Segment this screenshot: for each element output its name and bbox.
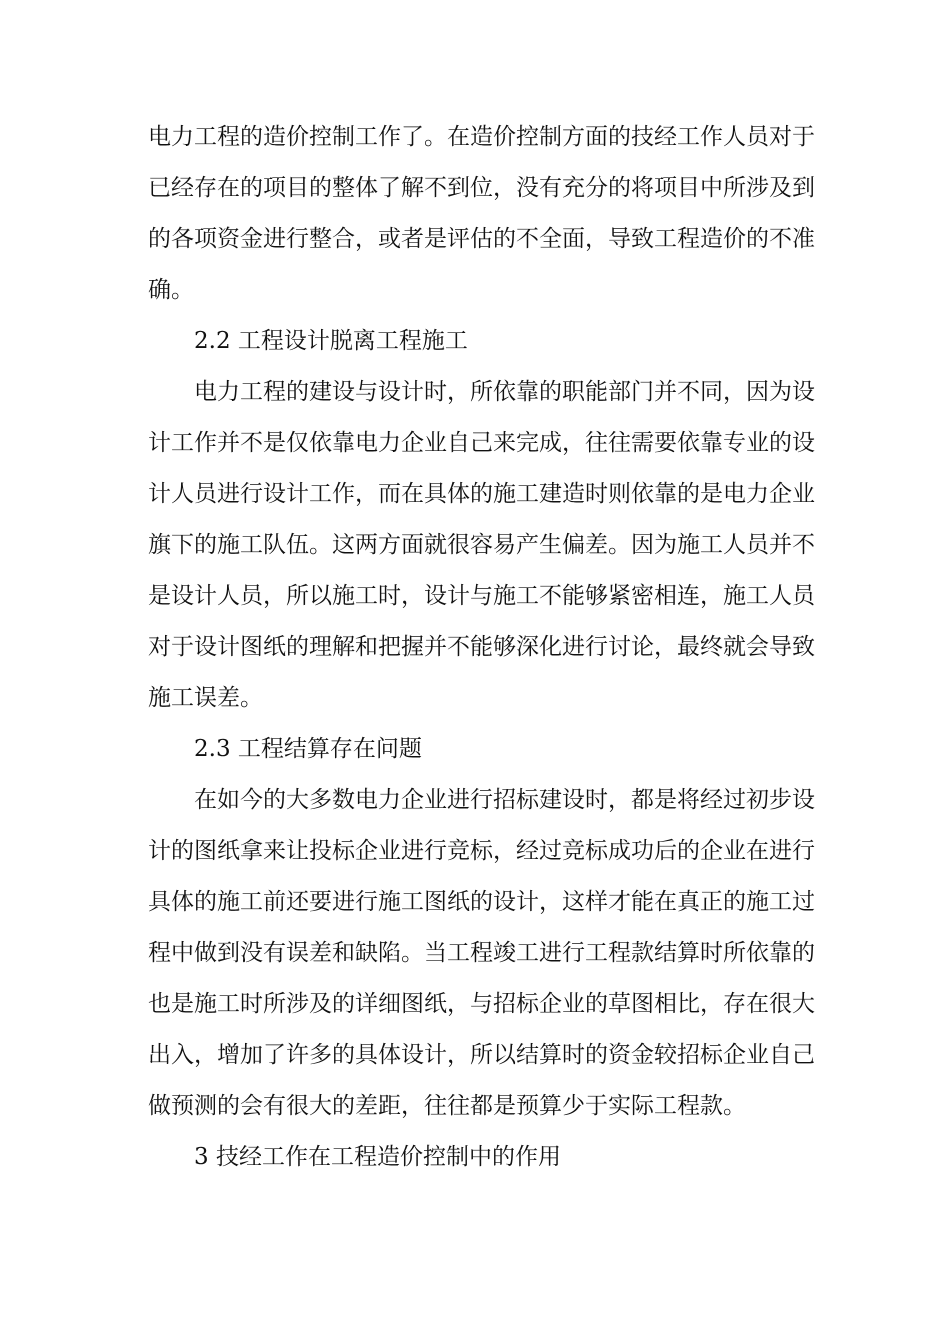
text-line: 对于设计图纸的理解和把握并不能够深化进行讨论，最终就会导致 xyxy=(148,634,815,660)
paragraph xyxy=(148,367,815,724)
text-line: 已经存在的项目的整体了解不到位，没有充分的将项目中所涉及到 xyxy=(148,175,815,201)
paragraph xyxy=(148,775,815,1132)
text-line: 计的图纸拿来让投标企业进行竞标，经过竞标成功后的企业在进行 xyxy=(148,838,815,864)
text-line: 也是施工时所涉及的详细图纸，与招标企业的草图相比，存在很大 xyxy=(148,991,815,1017)
text-line: 具体的施工前还要进行施工图纸的设计，这样才能在真正的施工过 xyxy=(148,889,815,915)
text-line: 程中做到没有误差和缺陷。当工程竣工进行工程款结算时所依靠的 xyxy=(148,940,815,966)
text-line: 做预测的会有很大的差距，往往都是预算少于实际工程款。 xyxy=(148,1093,746,1119)
paragraph xyxy=(148,112,815,316)
document-page xyxy=(148,112,815,1183)
text-line: 确。 xyxy=(148,277,194,303)
text-line: 电力工程的造价控制工作了。在造价控制方面的技经工作人员对于 xyxy=(148,124,815,150)
text-line: 是设计人员，所以施工时，设计与施工不能够紧密相连，施工人员 xyxy=(148,583,815,609)
text-line: 出入，增加了许多的具体设计，所以结算时的资金较招标企业自己 xyxy=(148,1042,815,1068)
section-heading: 2.2 工程设计脱离工程施工 xyxy=(194,328,468,354)
section-heading: 3 技经工作在工程造价控制中的作用 xyxy=(194,1144,561,1170)
text-line: 的各项资金进行整合，或者是评估的不全面，导致工程造价的不准 xyxy=(148,226,815,252)
section-heading: 2.3 工程结算存在问题 xyxy=(194,736,422,762)
text-line: 电力工程的建设与设计时，所依靠的职能部门并不同，因为设 xyxy=(194,379,815,405)
text-line: 施工误差。 xyxy=(148,685,263,711)
text-line: 旗下的施工队伍。这两方面就很容易产生偏差。因为施工人员并不 xyxy=(148,532,815,558)
text-line: 在如今的大多数电力企业进行招标建设时，都是将经过初步设 xyxy=(194,787,815,813)
text-line: 计人员进行设计工作，而在具体的施工建造时则依靠的是电力企业 xyxy=(148,481,815,507)
text-line: 计工作并不是仅依靠电力企业自己来完成，往往需要依靠专业的设 xyxy=(148,430,815,456)
